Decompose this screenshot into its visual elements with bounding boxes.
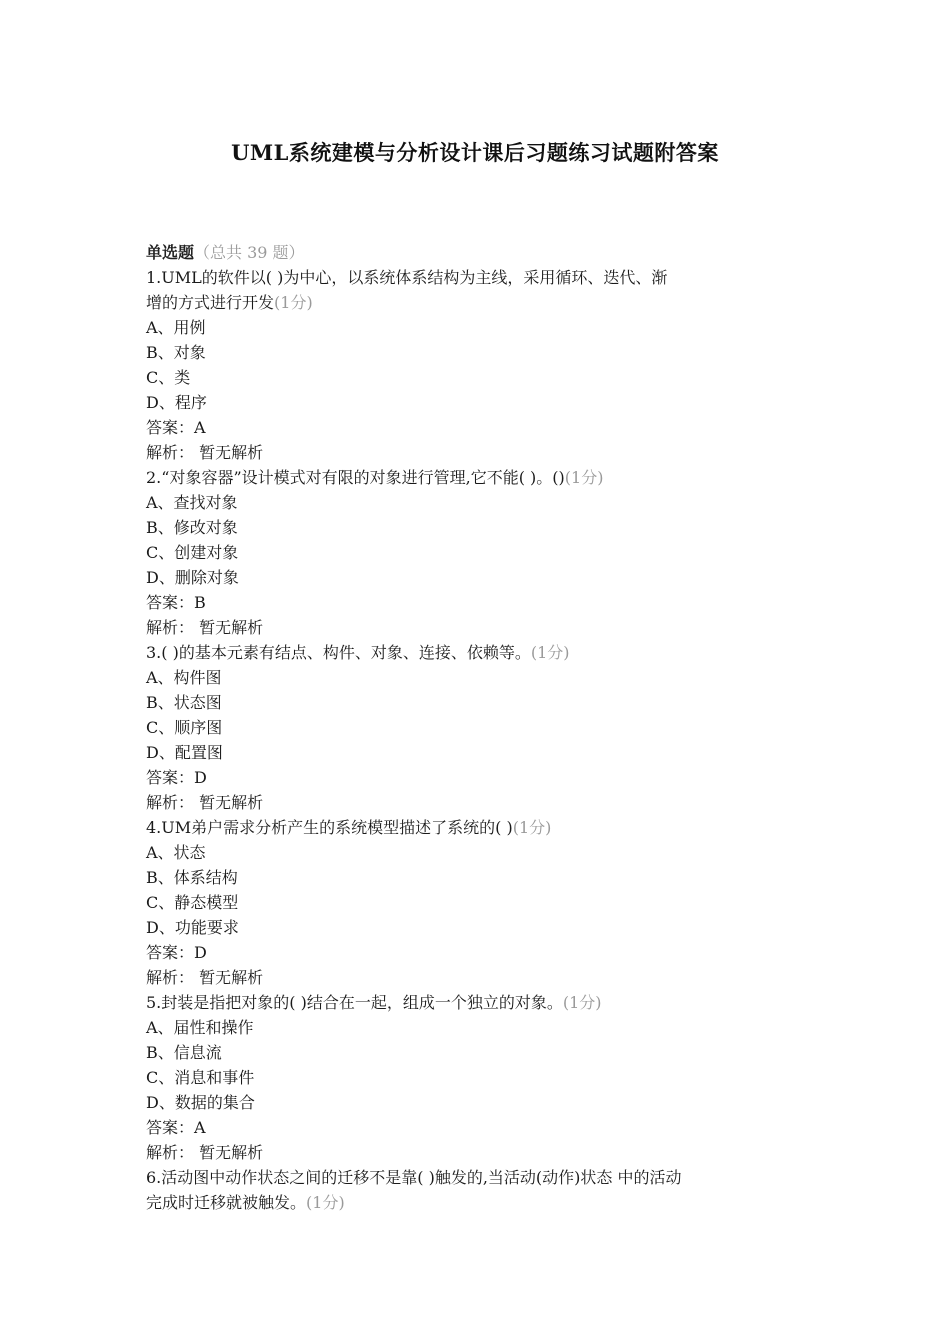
answer-option: C、类 — [146, 368, 191, 387]
question-number: 5. — [146, 993, 162, 1012]
analysis-line: 解析： 暂无解析 — [146, 793, 264, 812]
question-score: (1分) — [306, 1193, 345, 1212]
document-body — [146, 240, 826, 1215]
question-text-line — [146, 465, 826, 490]
answer-line: 答案：D — [146, 768, 207, 787]
answer-option: A、构件图 — [146, 668, 222, 687]
answer-option: C、创建对象 — [146, 543, 239, 562]
question-score: (1分) — [562, 993, 602, 1012]
answer-option: B、对象 — [146, 343, 206, 362]
answer-option: A、届性和操作 — [146, 1018, 254, 1037]
question-text: 封装是指把对象的( )结合在一起，组成一个独立的对象。 — [161, 993, 563, 1012]
question-number: 4. — [146, 818, 162, 837]
answer-option: D、功能要求 — [146, 918, 239, 937]
question-block — [146, 815, 826, 990]
analysis-line: 解析： 暂无解析 — [146, 618, 264, 637]
question-number: 1. — [146, 268, 162, 287]
answer-option: B、信息流 — [146, 1043, 222, 1062]
question-text-line — [146, 990, 826, 1015]
question-text-line — [146, 1165, 826, 1190]
question-text-line — [146, 815, 826, 840]
answer-option: C、顺序图 — [146, 718, 223, 737]
question-number: 6. — [146, 1168, 162, 1187]
answer-option: B、修改对象 — [146, 518, 238, 537]
analysis-line: 解析： 暂无解析 — [146, 443, 264, 462]
answer-line: 答案：B — [146, 593, 206, 612]
section-heading — [146, 240, 826, 265]
question-number: 2. — [146, 468, 162, 487]
question-text-line — [146, 640, 826, 665]
question-score: (1分) — [512, 818, 552, 837]
question-block — [146, 1165, 826, 1215]
question-text-line — [146, 1190, 826, 1215]
section-count: （总共 39 题） — [194, 243, 305, 262]
answer-line: 答案：D — [146, 943, 207, 962]
question-text: UM弟户需求分析产生的系统模型描述了系统的( ) — [161, 818, 513, 837]
document-title: UML系统建模与分析设计课后习题练习试题附答案 — [231, 140, 719, 165]
question-text: UML的软件以( )为中心，以系统体系结构为主线，采用循环、迭代、渐 — [161, 268, 668, 287]
question-block — [146, 465, 826, 640]
question-text: 增的方式进行开发 — [146, 293, 275, 312]
question-text-line — [146, 265, 826, 290]
question-score: (1分) — [564, 468, 604, 487]
question-block — [146, 640, 826, 815]
answer-option: B、体系结构 — [146, 868, 238, 887]
section-label: 单选题 — [146, 243, 195, 262]
question-score: (1分) — [274, 293, 313, 312]
answer-option: D、删除对象 — [146, 568, 239, 587]
analysis-line: 解析： 暂无解析 — [146, 1143, 264, 1162]
question-score: (1分) — [530, 643, 570, 662]
analysis-line: 解析： 暂无解析 — [146, 968, 264, 987]
question-number: 3. — [146, 643, 162, 662]
question-list — [146, 265, 826, 1215]
answer-line: 答案：A — [146, 1118, 206, 1137]
answer-option: A、查找对象 — [146, 493, 238, 512]
question-text: 完成时迁移就被触发。 — [146, 1193, 307, 1212]
question-block — [146, 265, 826, 465]
answer-option: D、数据的集合 — [146, 1093, 255, 1112]
question-text-line — [146, 290, 826, 315]
question-text: 活动图中动作状态之间的迁移不是靠( )触发的,当活动(动作)状态 中的活动 — [161, 1168, 682, 1187]
question-text: ( )的基本元素有结点、构件、对象、连接、依赖等。 — [161, 643, 531, 662]
answer-option: D、程序 — [146, 393, 207, 412]
answer-option: A、状态 — [146, 843, 206, 862]
answer-option: C、消息和事件 — [146, 1068, 255, 1087]
question-block — [146, 990, 826, 1165]
answer-line: 答案：A — [146, 418, 206, 437]
answer-option: B、状态图 — [146, 693, 222, 712]
answer-option: D、配置图 — [146, 743, 223, 762]
answer-option: A、用例 — [146, 318, 206, 337]
question-text: “对象容器”设计模式对有限的对象进行管理,它不能( )。() — [161, 468, 565, 487]
answer-option: C、静态模型 — [146, 893, 239, 912]
